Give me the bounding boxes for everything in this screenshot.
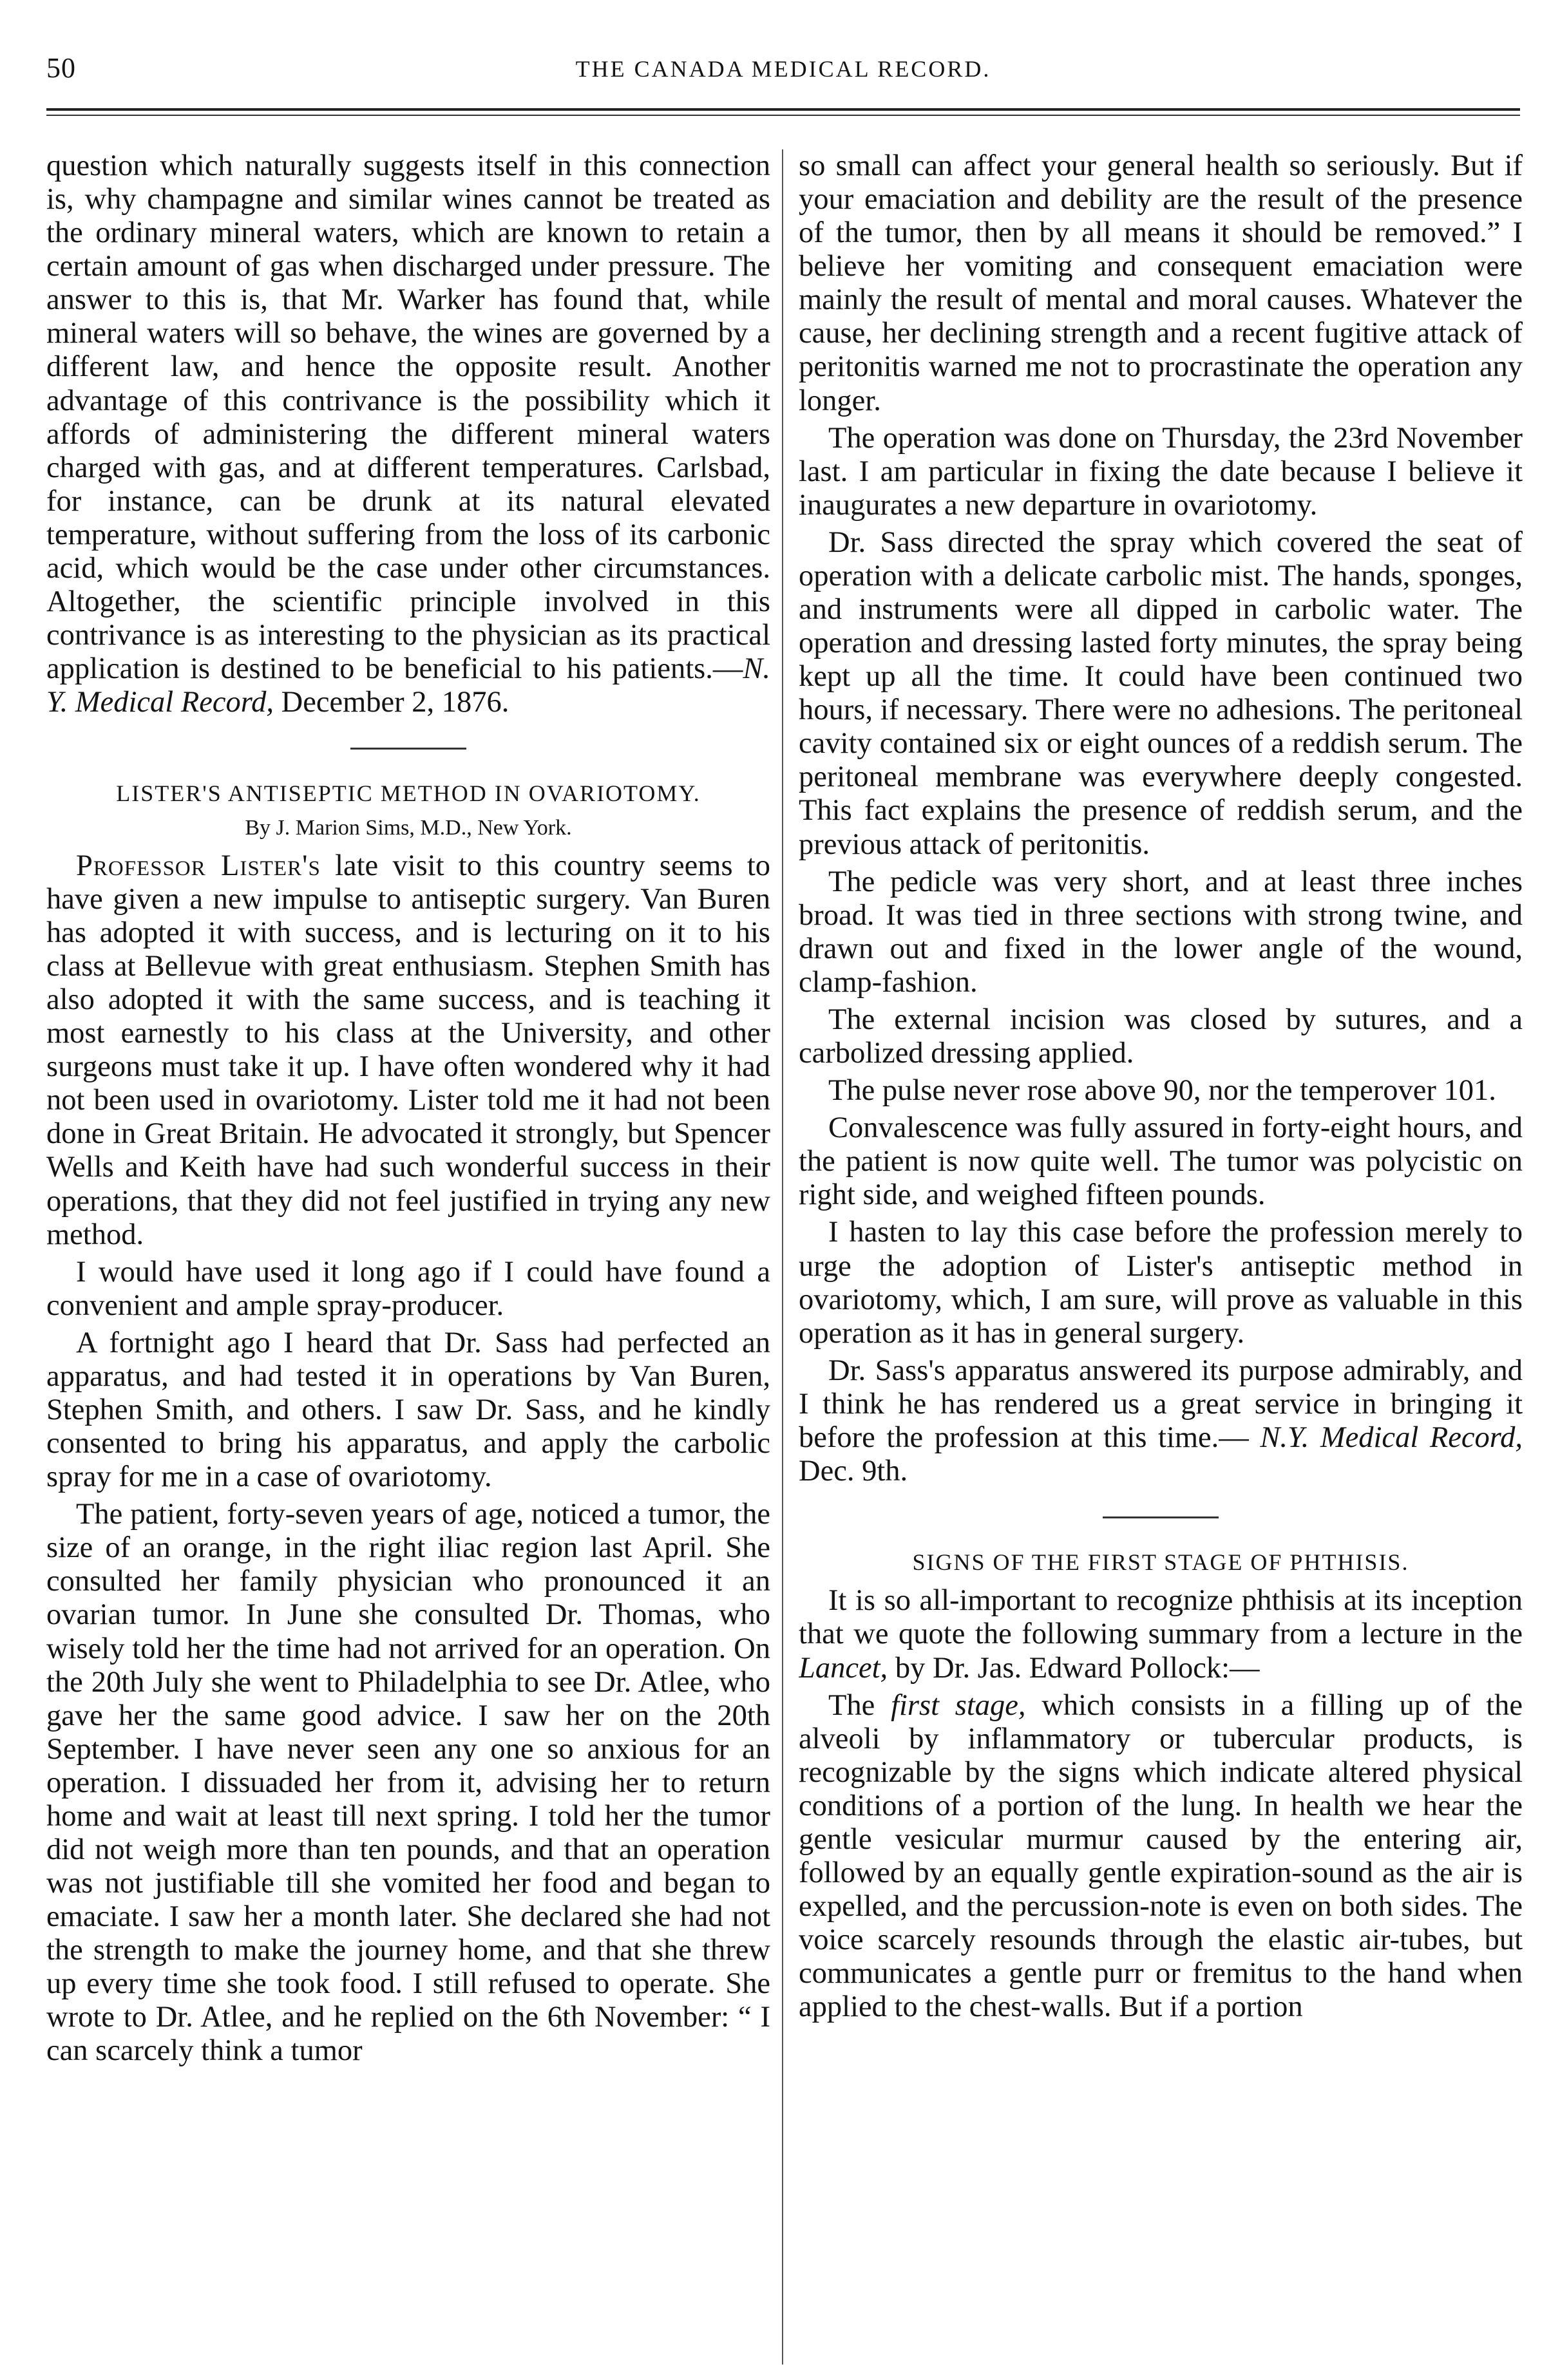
citation-source: N. Y. Medical Record, — [46, 652, 770, 719]
article-paragraph: Dr. Sass's apparatus answered its purpose admirably, and I think he has rendered us a great service in bringing it before the profession at this time.— N.Y. Medical Record, Dec. 9th. — [799, 1354, 1523, 1488]
article-paragraph: so small can affect your general health so seriously. But if your emaciation and debility are the result of the presence of the tumor, then by all means it should be removed.” I believe her vomiting and consequent emaciation were mainly the result of mental and moral causes. Whatever the cause, her declining strength and a recent fugitive attack of peritonitis warned me not to procrastinate the operation any longer. — [799, 149, 1523, 417]
article-paragraph: The patient, forty-seven years of age, noticed a tumor, the size of an orange, in the right iliac region last April. She consulted her family physician who pronounced it an ovarian tumor. In June she consulted Dr. Thomas, who wisely told her the time had not arrived for an operation. On the 20th July she went to Philadelphia to see Dr. Atlee, who gave her the same good advice. I saw her on the 20th September. I have never seen any one so anxious for an operation. I dissuaded her from it, advising her to return home and wait at least till next spring. I told her the tumor did not weigh more than ten pounds, and that an operation was not justifiable till she vomited her food and began to emaciate. I saw her a month later. She declared she had not the strength to make the journey home, and that she threw up every time she took food. I still refused to operate. She wrote to Dr. Atlee, and he replied on the 6th November: “ I can scarcely think a tumor — [46, 1498, 770, 2068]
article-heading-lister: LISTER'S ANTISEPTIC METHOD IN OVARIOTOMY. — [116, 780, 701, 807]
article-paragraph: The external incision was closed by sutures, and a carbolized dressing applied. — [799, 1003, 1523, 1070]
article-paragraph: The pedicle was very short, and at least three inches broad. It was tied in three sections with strong twine, and drawn out and fixed in the lower angle of the wound, clamp-fashion. — [799, 865, 1523, 999]
article-paragraph: Professor Lister's late visit to this country seems to have given a new impulse to antiseptic surgery. Van Buren has adopted it with success, and is lecturing on it to his class at Bellevue with great enthusiasm. Stephen Smith has also adopted it with the same success, and is teaching it most earnestly to his class at the University, and other surgeons must take it up. I have often wondered why it had not been used in ovariotomy. Lister told me it had not been done in Great Britain. He advocated it strongly, but Spencer Wells and Keith have had such wonderful success in their operations, that they did not feel justified in trying any new method. — [46, 849, 770, 1251]
citation-date: Dec. 9th. — [799, 1454, 908, 1488]
article-paragraph: A fortnight ago I heard that Dr. Sass had perfected an apparatus, and had tested it in operations by Van Buren, Stephen Smith, and others. I saw Dr. Sass, and he kindly consented to bring his apparatus, and apply the carbolic spray for me in a case of ovariotomy. — [46, 1326, 770, 1494]
right-column — [799, 149, 1523, 2365]
article-paragraph: The operation was done on Thursday, the 23rd November last. I am particular in fixing the date because I believe it inaugurates a new departure in ovariotomy. — [799, 421, 1523, 522]
section-separator — [1103, 1516, 1219, 1518]
article-paragraph: The first stage, which consists in a filling up of the alveoli by inflammatory or tubercular products, is recognizable by the signs which indicate altered physical conditions of a portion of the lung. In health we hear the gentle vesicular murmur caused by the entering air, followed by an equally gentle expiration-sound as the air is expelled, and the percussion-note is even on both sides. The voice scarcely resounds through the elastic air-tubes, but communicates a gentle purr or fremitus to the hand when applied to the chest-walls. But if a portion — [799, 1688, 1523, 2024]
left-column — [46, 149, 770, 2365]
citation-date: December 2, 1876. — [281, 686, 509, 719]
lead-in-caps: Professor Lister's — [76, 849, 321, 882]
emphasis-first-stage: first stage, — [891, 1688, 1026, 1722]
article-paragraph: Convalescence was fully assured in forty-eight hours, and the patient is now quite well. The tumor was polycistic on right side, and weighed fifteen pounds. — [799, 1111, 1523, 1212]
article-paragraph: The pulse never rose above 90, nor the temperover 101. — [828, 1074, 1496, 1108]
article-paragraph: I hasten to lay this case before the profession merely to urge the adoption of Lister's antiseptic method in ovariotomy, which, I am sure, will prove as valuable in this operation as it has in general surgery. — [799, 1216, 1523, 1350]
citation-source: N.Y. Medical Record, — [1260, 1421, 1523, 1454]
article-paragraph: I would have used it long ago if I could have found a convenient and ample spray-producer. — [46, 1255, 770, 1322]
section-separator — [350, 748, 466, 750]
article-paragraph: It is so all-important to recognize phthisis at its inception that we quote the following summary from a lecture in the Lancet, by Dr. Jas. Edward Pollock:— — [799, 1584, 1523, 1685]
column-divider — [782, 149, 783, 2365]
page-header — [46, 46, 1520, 98]
article-heading-phthisis: SIGNS OF THE FIRST STAGE OF PHTHISIS. — [912, 1549, 1409, 1576]
journal-name: Lancet, — [799, 1651, 888, 1685]
article-byline: By J. Marion Sims, M.D., New York. — [245, 815, 572, 840]
header-rule-thick — [46, 108, 1520, 111]
left-paragraph-1: question which naturally suggests itself in this connection is, why champagne and similar wines cannot be treated as the ordinary mineral waters, which are known to retain a certain amount of gas when discharged under pressure. The answer to this is, that Mr. Warker has found that, while mineral waters will so behave, the wines are governed by a different law, and hence the opposite result. Another advantage of this contrivance is the possibility which it affords of administering the different mineral waters charged with gas, and at different temperatures. Carlsbad, for instance, can be drunk at its natural elevated temperature, without suffering from the loss of its carbonic acid, which would be the case under other circumstances. Altogether, the scientific principle involved in this contrivance is as interesting to the physician as its practical application is destined to be beneficial to his patients.—N. Y. Medical Record, December 2, 1876. — [46, 149, 770, 719]
header-rule-thin — [46, 115, 1520, 116]
running-title: THE CANADA MEDICAL RECORD. — [575, 56, 991, 82]
article-paragraph: Dr. Sass directed the spray which covered the seat of operation with a delicate carbolic mist. The hands, sponges, and instruments were all dipped in carbolic water. The operation and dressing lasted forty minutes, the spray being kept up all the time. It could have been continued two hours, if necessary. There were no adhesions. The peritoneal cavity contained six or eight ounces of a reddish serum. The peritoneal membrane was everywhere deeply congested. This fact explains the presence of reddish serum, and the previous attack of peritonitis. — [799, 525, 1523, 861]
page-number: 50 — [46, 52, 76, 84]
